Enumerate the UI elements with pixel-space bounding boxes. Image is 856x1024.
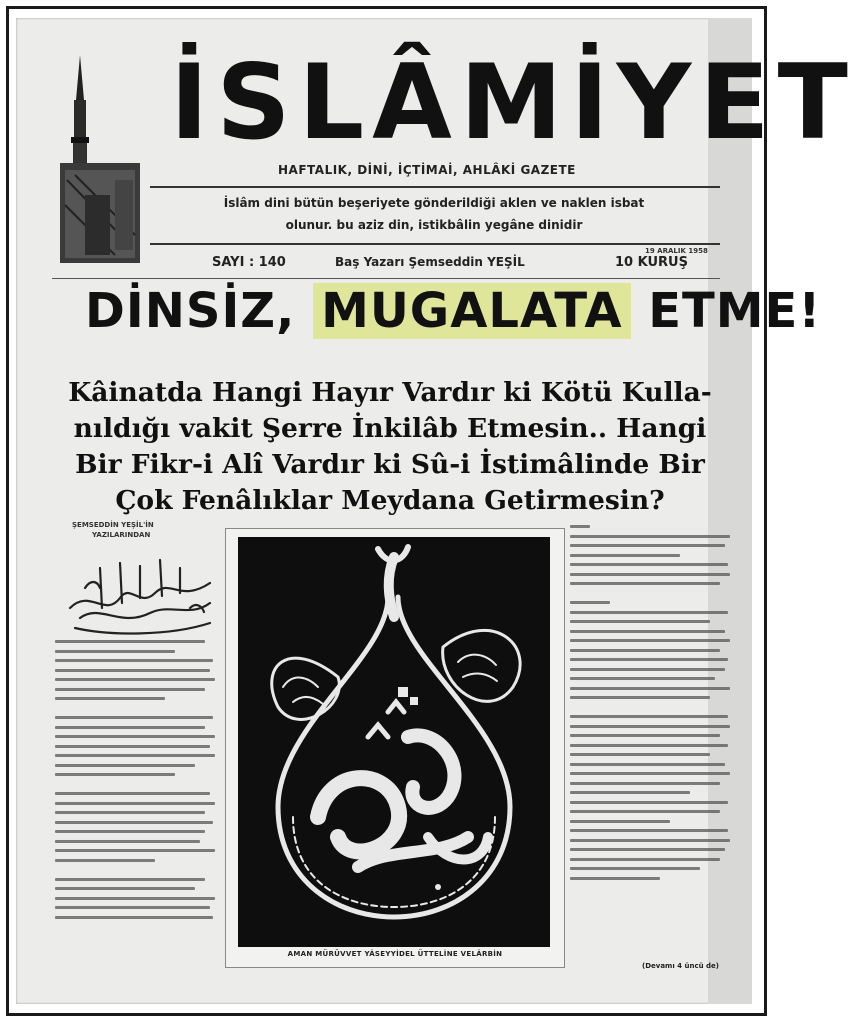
masthead-motto	[148, 192, 720, 236]
masthead-subtitle: HAFTALIK, DİNİ, İÇTİMAİ, AHLÂKİ GAZETE	[278, 163, 576, 177]
deck-line-1: Kâinatda Hangi Hayır Vardır ki Kötü Kulla-	[68, 377, 712, 408]
masthead-title: İSLÂMİYET	[170, 43, 856, 163]
headline-part-1: DİNSİZ,	[85, 283, 296, 339]
editor-line: Baş Yazarı Şemseddin YEŞİL	[335, 255, 525, 269]
issue-date: 19 ARALIK 1958	[645, 247, 708, 255]
deck-line-2: nıldığı vakit Şerre İnkilâb Etmesin.. Hangi	[73, 413, 707, 444]
issue-number: SAYI : 140	[212, 255, 286, 270]
continued-note: (Devamı 4 üncü de)	[642, 962, 719, 970]
byline-line-2: YAZILARINDAN	[92, 531, 151, 539]
motto-line-2: olunur. bu aziz din, istikbâlin yegâne dinidir	[285, 218, 583, 232]
right-column-text	[570, 525, 738, 886]
divider	[52, 278, 720, 279]
divider	[150, 243, 720, 245]
headline-part-2: ETME!	[648, 283, 822, 339]
basmala-calligraphy	[60, 548, 220, 638]
deck-line-3: Bir Fikr-i Alî Vardır ki Sû-i İstimâlinde Bir	[75, 449, 705, 480]
left-column-text	[55, 640, 220, 925]
main-headline	[85, 283, 821, 339]
picture-caption: AMAN MÜRÜVVET YÂSEYYİDEL ÜTTELİNE VELÂRBİN	[287, 950, 503, 958]
byline-line-1: ŞEMSEDDİN YEŞİL'İN	[72, 521, 154, 529]
headline-highlight: MUGALATA	[313, 283, 630, 339]
deck-line-4: Çok Fenâlıklar Meydana Getirmesin?	[115, 485, 665, 516]
mosque-minaret-icon	[55, 55, 145, 265]
divider	[150, 186, 720, 188]
price: 10 KURUŞ	[615, 255, 688, 270]
calligraphy-panel	[238, 537, 550, 947]
byline	[72, 520, 154, 540]
headline-deck	[50, 375, 730, 519]
motto-line-1: İslâm dini bütün beşeriyete gönderildiği aklen ve naklen isbat	[223, 196, 645, 210]
